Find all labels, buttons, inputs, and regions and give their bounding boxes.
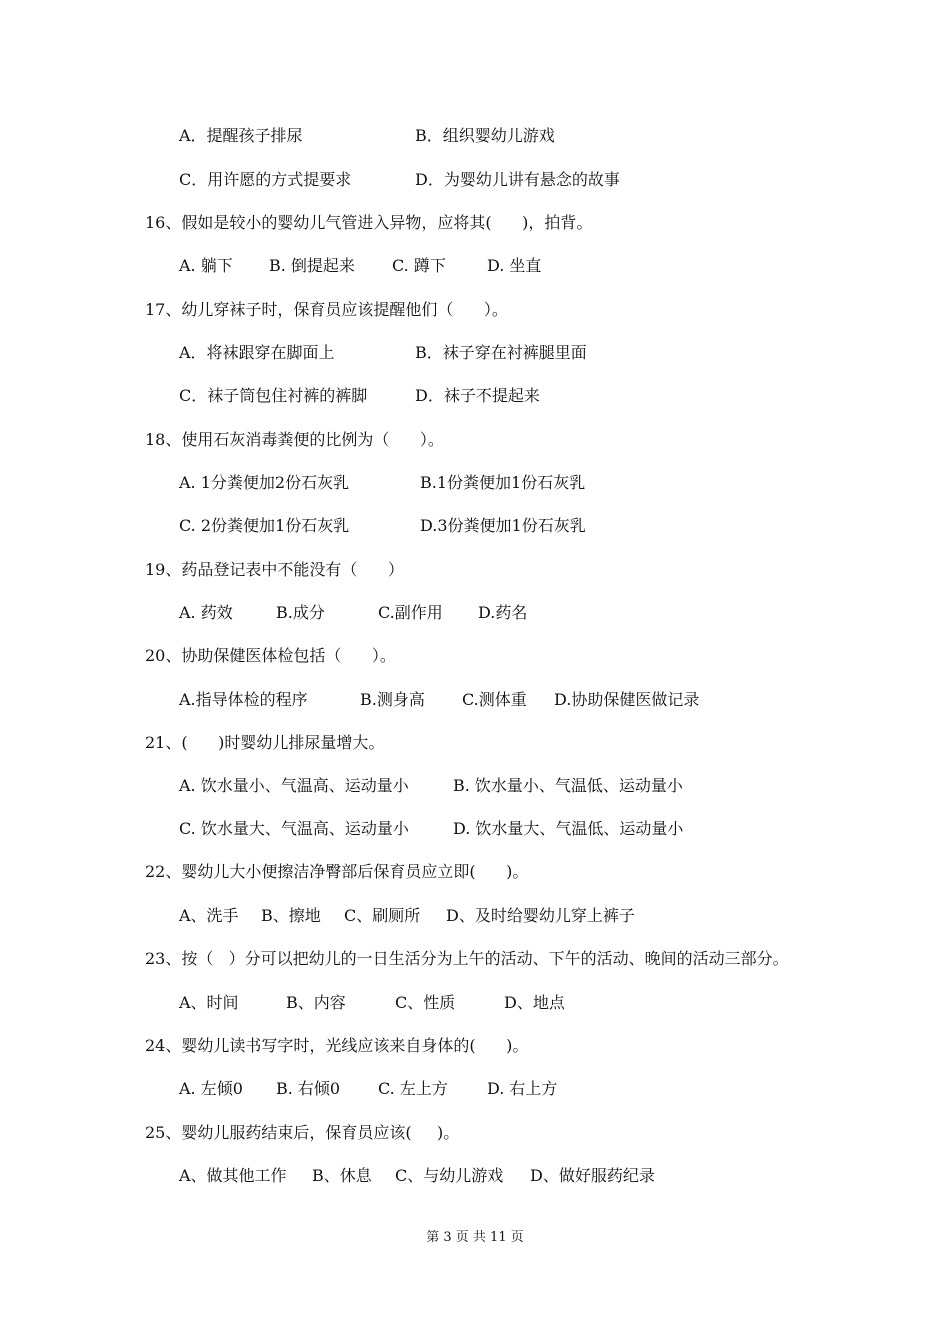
option-text: A. 躺下 <box>179 256 233 275</box>
question-text: 22、婴幼儿大小便擦洁净臀部后保育员应立即( )。 <box>145 862 529 881</box>
option-text: C、性质 <box>395 993 456 1012</box>
option-text: A. 药效 <box>179 603 233 622</box>
option-text: B、擦地 <box>261 906 321 925</box>
option-text: D.药名 <box>478 603 528 622</box>
option-text: C. 饮水量大、气温高、运动量小 <box>179 819 409 838</box>
option-text: B. 饮水量小、气温低、运动量小 <box>453 776 683 795</box>
option-text: D.3份粪便加1份石灰乳 <box>420 516 586 535</box>
page-footer: 第 3 页 共 11 页 <box>426 1230 524 1245</box>
option-text: D．为婴幼儿讲有悬念的故事 <box>415 170 620 189</box>
option-text: C.测体重 <box>462 690 527 709</box>
option-text: C．用许愿的方式提要求 <box>179 170 352 189</box>
option-text: B.1份粪便加1份石灰乳 <box>420 473 586 492</box>
option-text: A.指导体检的程序 <box>179 690 308 709</box>
option-text: A. 左倾0 <box>179 1079 243 1098</box>
option-text: A. 饮水量小、气温高、运动量小 <box>179 776 409 795</box>
question-text: 17、幼儿穿袜子时，保育员应该提醒他们（ ）。 <box>145 300 508 319</box>
question-text: 24、婴幼儿读书写字时，光线应该来自身体的( )。 <box>145 1036 529 1055</box>
option-text: C. 蹲下 <box>392 256 446 275</box>
option-text: C. 2份粪便加1份石灰乳 <box>179 516 350 535</box>
question-text: 19、药品登记表中不能没有（ ） <box>145 560 404 579</box>
option-text: B、内容 <box>286 993 346 1012</box>
option-text: D、地点 <box>504 993 565 1012</box>
question-text: 21、( )时婴幼儿排尿量增大。 <box>145 733 385 752</box>
option-text: C.副作用 <box>378 603 443 622</box>
option-text: B．袜子穿在衬裤腿里面 <box>415 343 587 362</box>
option-text: B. 倒提起来 <box>269 256 355 275</box>
question-text: 18、使用石灰消毒粪便的比例为（ ）。 <box>145 430 444 449</box>
question-text: 16、假如是较小的婴幼儿气管进入异物，应将其( )，拍背。 <box>145 213 593 232</box>
option-text: C、与幼儿游戏 <box>395 1166 504 1185</box>
option-text: A、洗手 <box>179 906 239 925</box>
option-text: B.成分 <box>276 603 325 622</box>
option-text: A、时间 <box>179 993 239 1012</box>
option-text: A、做其他工作 <box>179 1166 287 1185</box>
option-text: D. 饮水量大、气温低、运动量小 <box>453 819 684 838</box>
option-text: C. 左上方 <box>378 1079 448 1098</box>
option-text: B. 右倾0 <box>276 1079 341 1098</box>
option-text: A. 1分粪便加2份石灰乳 <box>179 473 350 492</box>
option-text: A．将袜跟穿在脚面上 <box>179 343 335 362</box>
option-text: B、休息 <box>312 1166 372 1185</box>
option-text: D.协助保健医做记录 <box>554 690 700 709</box>
option-text: B．组织婴幼儿游戏 <box>415 126 555 145</box>
option-text: A．提醒孩子排尿 <box>179 126 303 145</box>
option-text: D．袜子不提起来 <box>415 386 540 405</box>
question-text: 25、婴幼儿服药结束后，保育员应该( )。 <box>145 1123 460 1142</box>
question-text: 20、协助保健医体检包括（ ）。 <box>145 646 396 665</box>
question-text: 23、按（ ）分可以把幼儿的一日生活分为上午的活动、下午的活动、晚间的活动三部分。 <box>145 949 789 968</box>
option-text: C．袜子筒包住衬裤的裤脚 <box>179 386 368 405</box>
option-text: D、及时给婴幼儿穿上裤子 <box>446 906 635 925</box>
option-text: D. 坐直 <box>487 256 542 275</box>
option-text: B.测身高 <box>360 690 425 709</box>
option-text: C、刷厕所 <box>344 906 421 925</box>
option-text: D、做好服药纪录 <box>530 1166 655 1185</box>
option-text: D. 右上方 <box>487 1079 558 1098</box>
